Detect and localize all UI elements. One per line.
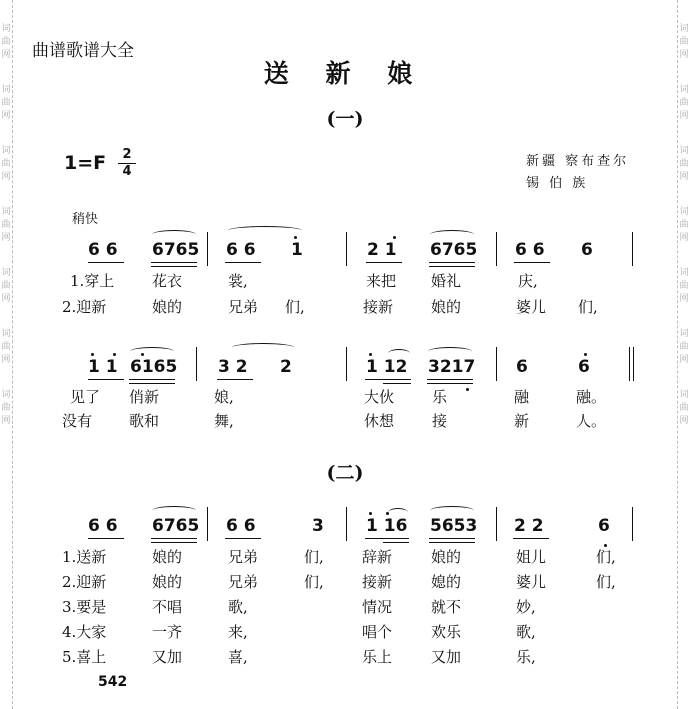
beam-line <box>151 266 197 267</box>
lyric-word: 姐儿 <box>516 548 547 566</box>
lyric-word: 喜, <box>228 648 248 666</box>
origin-line-1: 新疆 察布查尔 <box>526 154 630 169</box>
lyric-word: 舞, <box>214 412 234 430</box>
note-group: 6 6 <box>515 240 545 260</box>
lyric-word: 接 <box>432 412 448 430</box>
note-group: 5653 <box>430 516 478 536</box>
lyric-word: 又加 <box>152 648 183 666</box>
beam-line <box>514 262 550 263</box>
lyric-word: 兄弟 <box>228 298 259 316</box>
lyric-word: 乐上 <box>362 648 393 666</box>
watermark-char: 词 <box>1 390 11 400</box>
lyric-word: 庆, <box>518 272 538 290</box>
note-group: 1 <box>291 240 303 260</box>
bar-line <box>207 232 208 266</box>
beam-line <box>88 379 124 380</box>
note-group: 1 16 <box>366 516 408 536</box>
octave-dot <box>369 512 372 515</box>
note-group: 6 <box>516 357 528 377</box>
slur <box>152 230 196 239</box>
lyric-word: 4.大家 <box>62 623 107 641</box>
lyric-word: 人。 <box>576 412 607 430</box>
bar-line <box>207 507 208 541</box>
watermark-char: 曲 <box>679 159 689 169</box>
note-group: 1 1 <box>88 357 118 377</box>
lyric-word: 就不 <box>431 598 462 616</box>
octave-dot <box>369 353 372 356</box>
beam-line <box>217 379 253 380</box>
lyric-word: 3.要是 <box>62 598 107 616</box>
note-group: 6765 <box>152 240 200 260</box>
watermark-char: 曲 <box>679 98 689 108</box>
slur <box>428 347 472 356</box>
note-group: 6765 <box>152 516 200 536</box>
watermark-char: 曲 <box>1 281 11 291</box>
note-group: 3 2 <box>218 357 248 377</box>
lyric-word: 2.迎新 <box>62 298 107 316</box>
bar-line <box>632 232 633 266</box>
watermark-char: 曲 <box>1 37 11 47</box>
slur <box>430 230 474 239</box>
beam-line <box>129 383 175 384</box>
watermark-char: 词 <box>679 390 689 400</box>
key-signature: 1=F <box>64 152 107 174</box>
lyric-word: 来把 <box>366 272 397 290</box>
lyric-word: 休想 <box>364 412 395 430</box>
beam-line <box>427 383 473 384</box>
watermark-char: 网 <box>1 355 11 365</box>
beam-line <box>427 379 473 380</box>
watermark-char: 网 <box>679 416 689 426</box>
tie <box>228 226 302 235</box>
lyric-word: 兄弟 <box>228 548 259 566</box>
lyric-word: 来, <box>228 623 248 641</box>
lyric-word: 娘的 <box>152 298 183 316</box>
watermark-char: 网 <box>679 172 689 182</box>
lyric-word: 妙, <box>516 598 536 616</box>
beam-line <box>151 538 197 539</box>
watermark-char: 词 <box>1 329 11 339</box>
bar-line <box>346 232 347 266</box>
bar-line <box>196 347 197 381</box>
watermark-char: 曲 <box>1 220 11 230</box>
lyric-word: 歌, <box>228 598 248 616</box>
watermark-char: 网 <box>1 172 11 182</box>
watermark-char: 词 <box>1 24 11 34</box>
octave-dot <box>113 353 116 356</box>
tempo-marking: 稍快 <box>72 212 99 227</box>
watermark-char: 词 <box>679 268 689 278</box>
watermark-char: 词 <box>1 146 11 156</box>
octave-dot <box>584 353 587 356</box>
lyric-word: 唱个 <box>362 623 393 641</box>
watermark-char: 词 <box>679 146 689 156</box>
lyric-word: 融 <box>514 388 530 406</box>
note-group: 6 6 <box>226 240 256 260</box>
watermark-char: 网 <box>679 233 689 243</box>
watermark-char: 曲 <box>679 220 689 230</box>
lyric-word: 歌, <box>516 623 536 641</box>
lyric-word: 接新 <box>362 573 393 591</box>
beam-line <box>129 379 175 380</box>
lyric-word: 婆儿 <box>516 298 547 316</box>
watermark-char: 网 <box>1 416 11 426</box>
beam-line <box>151 542 197 543</box>
lyric-word: 乐 <box>432 388 448 406</box>
watermark-char: 曲 <box>679 37 689 47</box>
slur <box>388 508 408 517</box>
note-group: 6 6 <box>88 240 118 260</box>
lyric-word: 娘的 <box>152 548 183 566</box>
time-signature-top: 2 <box>122 147 132 162</box>
double-bar-line <box>629 347 634 381</box>
watermark-char: 词 <box>679 329 689 339</box>
lyric-word: 1.送新 <box>62 548 107 566</box>
slur <box>430 506 474 515</box>
lyric-word: 们, <box>596 548 616 566</box>
octave-dot <box>466 388 469 391</box>
lyric-word: 媳的 <box>431 573 462 591</box>
bar-line <box>496 347 497 381</box>
lyric-word: 们, <box>304 573 324 591</box>
octave-dot <box>393 236 396 239</box>
lyric-word: 婚礼 <box>431 272 462 290</box>
watermark-char: 网 <box>679 111 689 121</box>
watermark-char: 词 <box>1 85 11 95</box>
watermark-char: 网 <box>1 111 11 121</box>
lyric-word: 娘的 <box>431 298 462 316</box>
beam-line <box>225 262 261 263</box>
lyric-word: 又加 <box>431 648 462 666</box>
lyric-word: 们, <box>596 573 616 591</box>
bar-line <box>496 232 497 266</box>
lyric-word: 新 <box>514 412 530 430</box>
section-heading-2: (二) <box>326 462 364 484</box>
beam-line <box>383 542 409 543</box>
watermark-char: 曲 <box>1 403 11 413</box>
watermark-char: 网 <box>1 50 11 60</box>
origin-line-2: 锡 伯 族 <box>526 176 589 191</box>
watermark-char: 词 <box>1 207 11 217</box>
lyric-word: 兄弟 <box>228 573 259 591</box>
lyric-word: 歌和 <box>129 412 160 430</box>
watermark-char: 网 <box>1 294 11 304</box>
note-group: 1 12 <box>366 357 408 377</box>
lyric-word: 大伙 <box>364 388 395 406</box>
watermark-char: 曲 <box>1 98 11 108</box>
beam-line <box>151 262 197 263</box>
lyric-word: 们, <box>578 298 598 316</box>
lyric-word: 1.穿上 <box>70 272 115 290</box>
beam-line <box>429 266 475 267</box>
bar-line <box>346 347 347 381</box>
lyric-word: 娘的 <box>431 548 462 566</box>
bar-line <box>346 507 347 541</box>
note-group: 6 <box>581 240 593 260</box>
watermark-char: 曲 <box>679 342 689 352</box>
note-group: 6165 <box>130 357 178 377</box>
lyric-word: 乐, <box>516 648 536 666</box>
page-number: 542 <box>98 674 128 690</box>
lyric-word: 俏新 <box>129 388 160 406</box>
watermark-char: 曲 <box>679 281 689 291</box>
song-title: 送 新 娘 <box>263 59 427 88</box>
watermark-char: 网 <box>679 355 689 365</box>
time-signature-bottom: 4 <box>122 164 132 179</box>
octave-dot <box>91 353 94 356</box>
lyric-word: 们, <box>285 298 305 316</box>
lyric-word: 融。 <box>576 388 607 406</box>
lyric-word: 情况 <box>362 598 393 616</box>
watermark-char: 网 <box>1 233 11 243</box>
beam-line <box>429 542 475 543</box>
note-group: 2 2 <box>514 516 544 536</box>
lyric-word: 见了 <box>70 388 101 406</box>
octave-dot <box>294 236 297 239</box>
note-group: 3 <box>312 516 324 536</box>
watermark-char: 曲 <box>679 403 689 413</box>
beam-line <box>513 538 549 539</box>
lyric-word: 们, <box>304 548 324 566</box>
section-heading-1: (一) <box>326 108 364 130</box>
bar-line <box>496 507 497 541</box>
beam-line <box>365 379 411 380</box>
lyric-word: 接新 <box>363 298 394 316</box>
watermark-char: 词 <box>1 268 11 278</box>
lyric-word: 花衣 <box>152 272 183 290</box>
lyric-word: 没有 <box>62 412 93 430</box>
watermark-char: 词 <box>679 24 689 34</box>
watermark-char: 网 <box>679 294 689 304</box>
time-signature <box>118 148 136 179</box>
beam-line <box>429 262 475 263</box>
bar-line <box>632 507 633 541</box>
watermark-char: 曲 <box>1 159 11 169</box>
lyric-word: 辞新 <box>362 548 393 566</box>
lyric-word: 2.迎新 <box>62 573 107 591</box>
lyric-word: 欢乐 <box>431 623 462 641</box>
beam-line <box>383 383 411 384</box>
beam-line <box>366 262 402 263</box>
lyric-word: 5.喜上 <box>62 648 107 666</box>
note-group: 6 <box>598 516 610 536</box>
lyric-word: 娘的 <box>152 573 183 591</box>
lyric-word: 娘, <box>214 388 234 406</box>
slur <box>388 349 410 358</box>
beam-line <box>88 262 124 263</box>
watermark-char: 网 <box>679 50 689 60</box>
note-group: 6 <box>578 357 590 377</box>
watermark-char: 词 <box>679 85 689 95</box>
slur <box>130 347 174 356</box>
beam-line <box>225 538 261 539</box>
slur <box>152 506 196 515</box>
lyric-word: 一齐 <box>152 623 183 641</box>
beam-line <box>365 538 409 539</box>
note-group: 6 6 <box>88 516 118 536</box>
note-group: 3217 <box>428 357 476 377</box>
tie <box>232 343 294 352</box>
note-group: 2 1 <box>367 240 397 260</box>
note-group: 6765 <box>430 240 478 260</box>
note-group: 2 <box>280 357 292 377</box>
site-label: 曲谱歌谱大全 <box>32 41 134 61</box>
lyric-word: 裳, <box>228 272 248 290</box>
lyric-word: 婆儿 <box>516 573 547 591</box>
watermark-char: 词 <box>679 207 689 217</box>
beam-line <box>429 538 475 539</box>
beam-line <box>88 538 124 539</box>
watermark-char: 曲 <box>1 342 11 352</box>
lyric-word: 不唱 <box>152 598 183 616</box>
note-group: 6 6 <box>226 516 256 536</box>
